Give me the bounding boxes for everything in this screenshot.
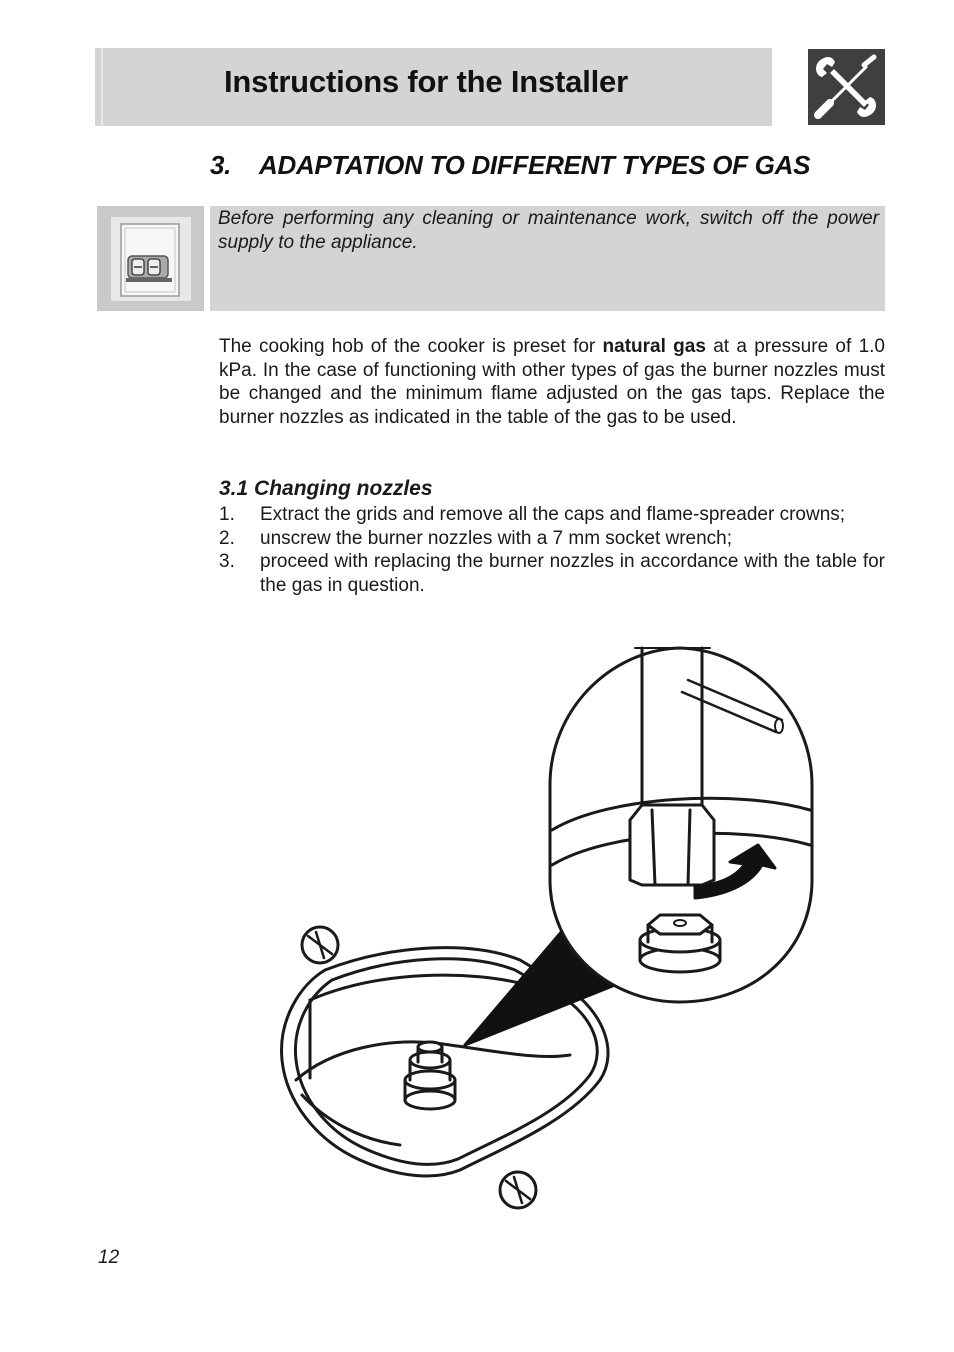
- warning-text: Before performing any cleaning or maintenance work, switch off the power supply to the appliance.: [218, 208, 879, 253]
- subsection-heading: 3.1 Changing nozzles: [219, 477, 433, 500]
- nozzle-replacement-illustration: [270, 640, 830, 1220]
- header-bar: [95, 48, 772, 126]
- section-number: 3.: [210, 150, 232, 180]
- list-item-number: 1.: [219, 504, 235, 525]
- warning-icon-area: [97, 206, 204, 311]
- list-item-text: unscrew the burner nozzles with a 7 mm socket wrench;: [260, 527, 733, 549]
- header-bar-edge: [101, 48, 103, 126]
- tools-icon: [808, 49, 885, 125]
- intro-paragraph: [219, 335, 885, 429]
- list-item-number: 2.: [219, 527, 235, 549]
- list-item-text: proceed with replacing the burner nozzles in accordance with the table for the gas in question.: [260, 551, 885, 596]
- page-number: 12: [98, 1247, 120, 1268]
- list-item: [219, 527, 885, 551]
- intro-bold-text: natural gas: [602, 336, 706, 357]
- list-item: [219, 550, 885, 597]
- page-title: Instructions for the Installer: [224, 64, 628, 99]
- section-title-text: ADAPTATION TO DIFFERENT TYPES OF GAS: [259, 150, 811, 180]
- intro-text-start: The cooking hob of the cooker is preset for: [219, 336, 603, 357]
- list-item-text: Extract the grids and remove all the caps and flame-spreader crowns;: [260, 504, 846, 525]
- steps-list: [219, 503, 885, 597]
- warning-divider: [204, 206, 210, 311]
- section-heading: [210, 150, 810, 181]
- power-switch-icon: [97, 206, 204, 311]
- warning-box: [97, 206, 885, 311]
- list-item: [219, 503, 885, 527]
- list-item-number: 3.: [219, 551, 235, 573]
- intro-text-end: at a pressure of 1.0 kPa. In the case of functioning with other types of gas the burner nozzles must be changed and the minimum flame adjusted on the gas taps. Replace the burner nozzles as indicated in the table of the gas to be used.: [219, 336, 885, 428]
